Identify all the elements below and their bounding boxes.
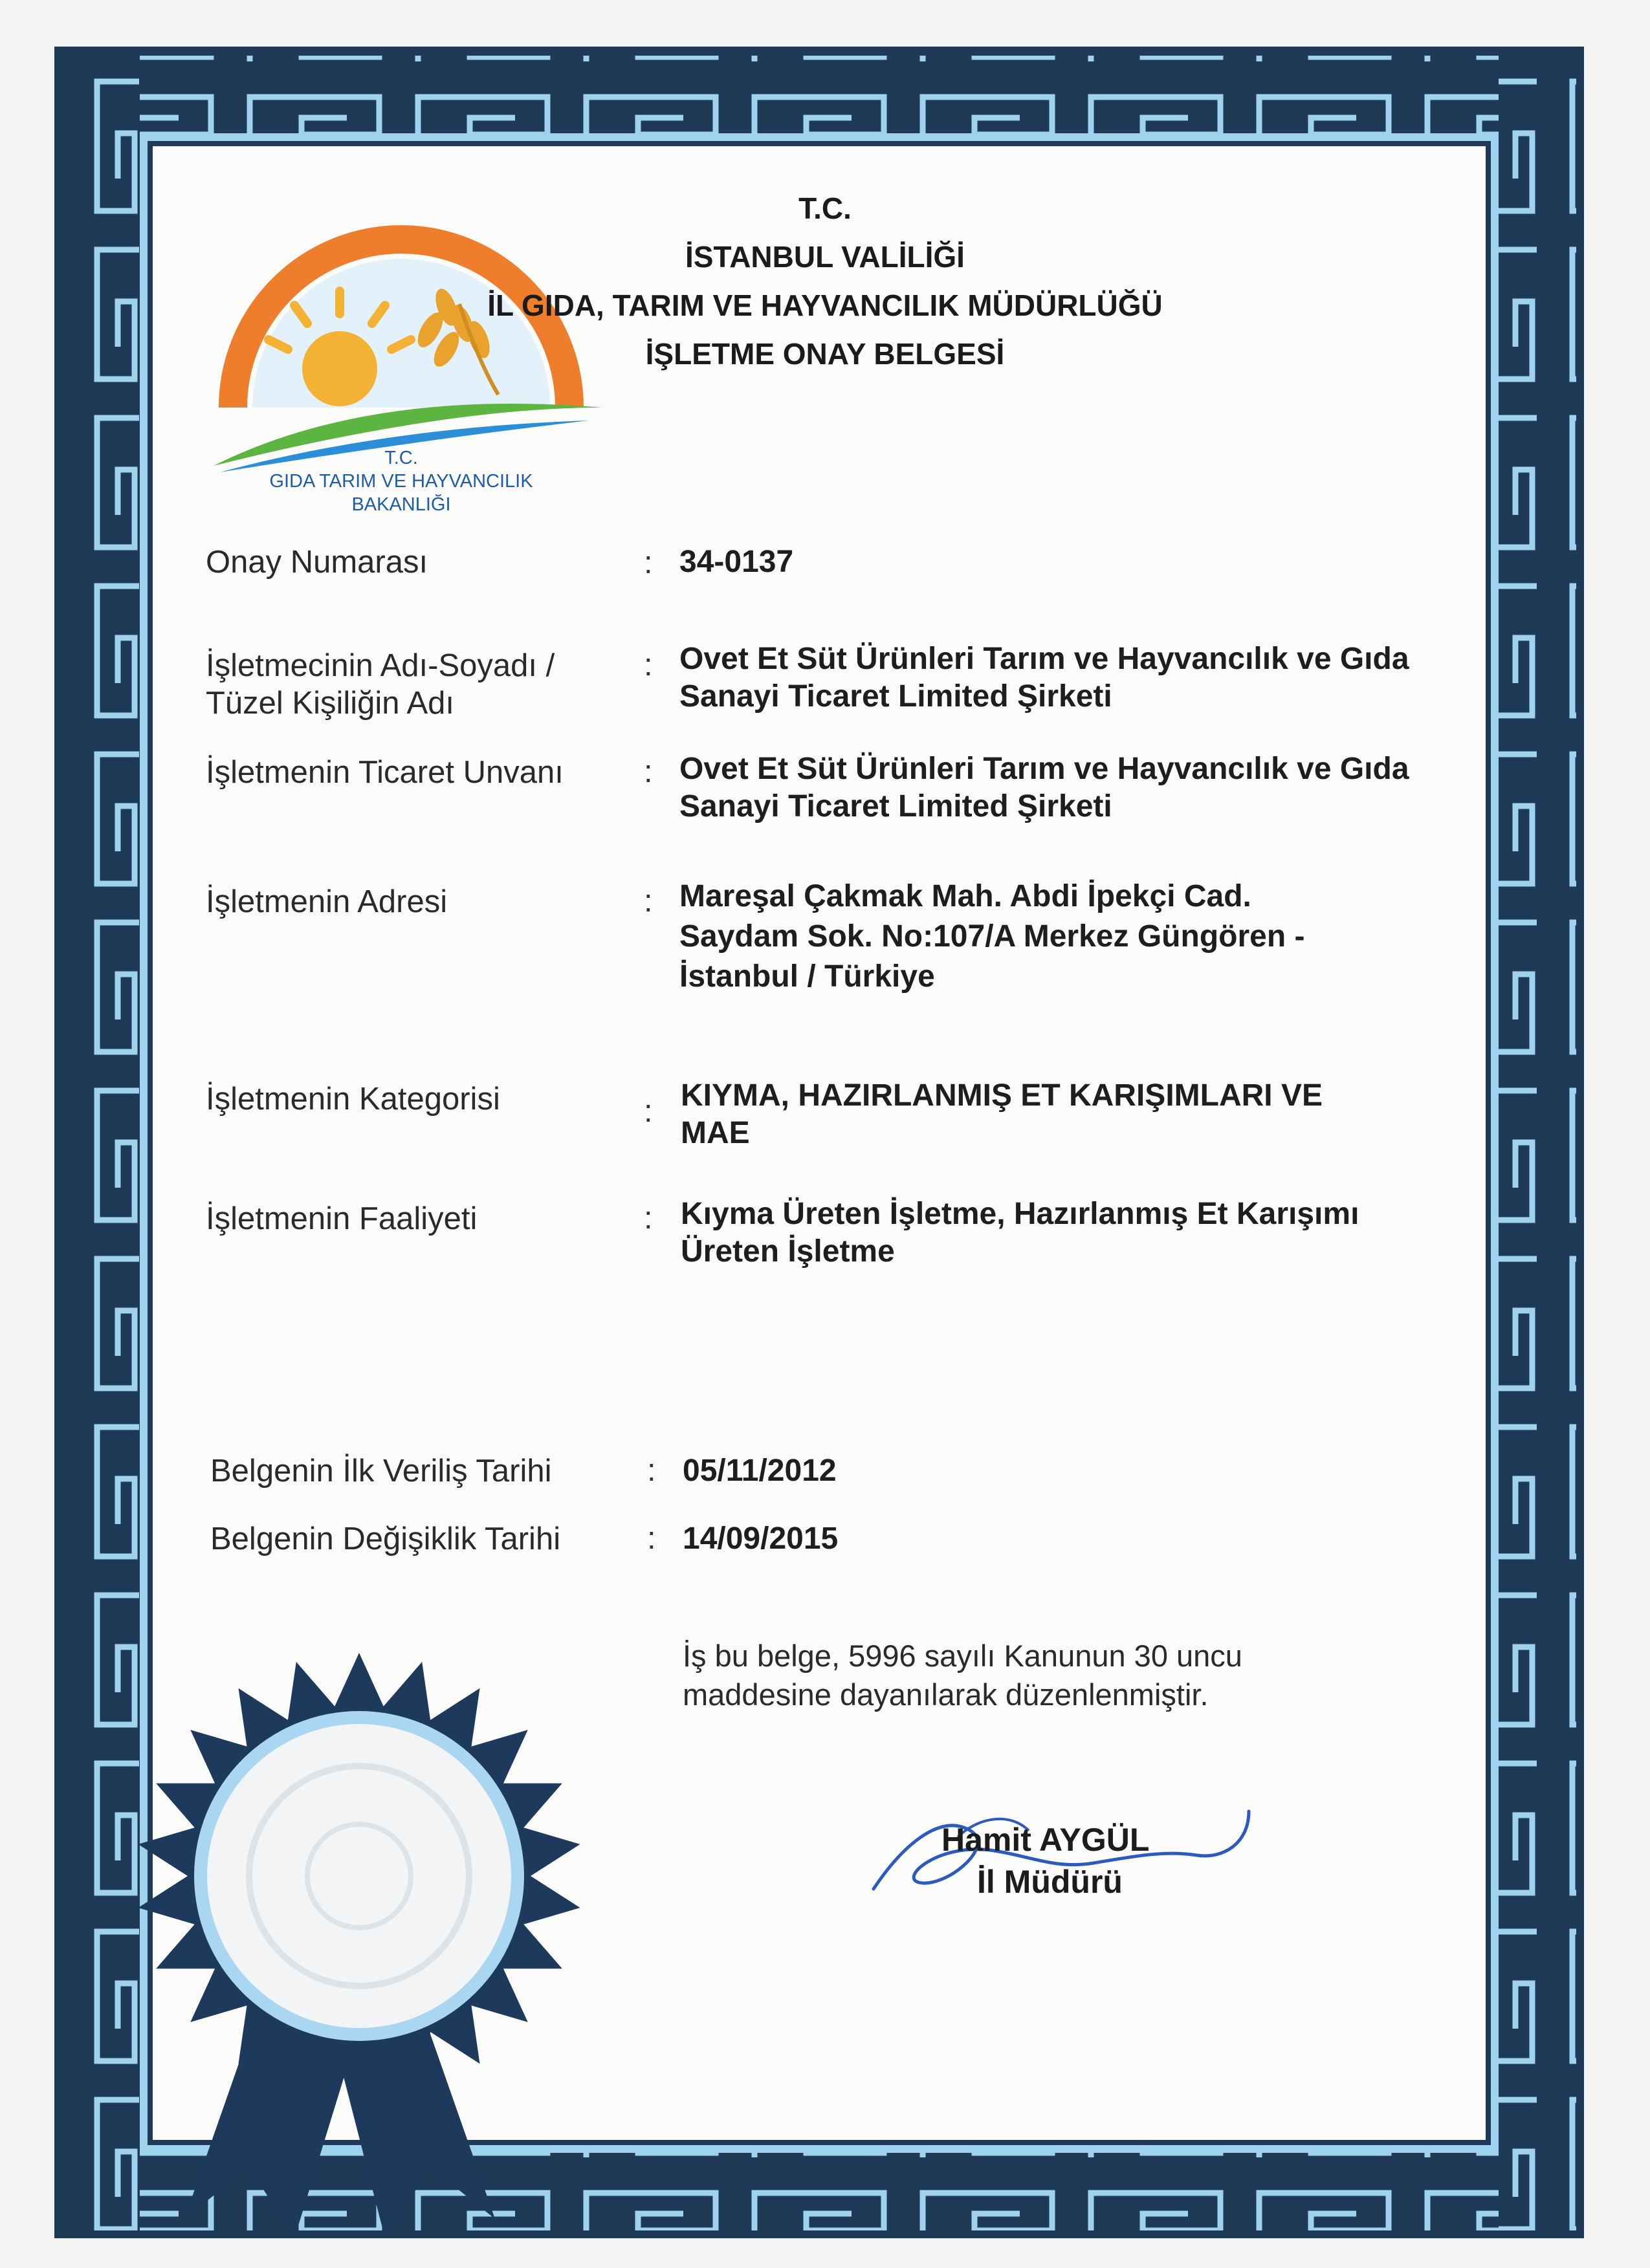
header-mudurluk: İL GIDA, TARIM VE HAYVANCILIK MÜDÜRLÜĞÜ — [487, 289, 1163, 322]
colon: : — [647, 1521, 656, 1556]
signatory-name: Hamit AYGÜL — [941, 1822, 1150, 1858]
colon: : — [644, 545, 653, 580]
header-tc: T.C. — [798, 191, 852, 225]
value-isletme-adresi: Mareşal Çakmak Mah. Abdi İpekçi Cad. Saydam Sok. No:107/A Merkez Güngören - İstanbul / Türkiye — [679, 879, 1305, 994]
label-isletme-adresi: İşletmenin Adresi — [206, 884, 448, 919]
colon: : — [644, 1201, 653, 1236]
logo-text-ministry: GIDA TARIM VE HAYVANCILIK — [269, 471, 533, 492]
value-isletme-faaliyeti: Kıyma Üreten İşletme, Hazırlanmış Et Karışımı Üreten İşletme — [681, 1197, 1359, 1269]
value-degisiklik-tarihi: 14/09/2015 — [683, 1521, 839, 1556]
colon: : — [644, 884, 653, 919]
label-isletmeci-adi: İşletmecinin Adı-Soyadı / Tüzel Kişiliğin Adı — [206, 648, 555, 721]
embossed-seal-rosette-icon — [113, 1598, 605, 2245]
value-onay-numarasi: 34-0137 — [679, 545, 794, 579]
header-valilik: İSTANBUL VALİLİĞİ — [685, 240, 965, 274]
label-onay-numarasi: Onay Numarası — [206, 545, 428, 580]
label-ticaret-unvani: İşletmenin Ticaret Unvanı — [206, 755, 564, 790]
legal-basis-note: İş bu belge, 5996 sayılı Kanunun 30 uncu maddesine dayanılarak düzenlenmiştir. — [683, 1639, 1242, 1712]
document-header — [0, 191, 1650, 398]
label-isletme-kategorisi: İşletmenin Kategorisi — [206, 1082, 500, 1117]
label-ilk-verilis-tarihi: Belgenin İlk Veriliş Tarihi — [210, 1454, 552, 1488]
logo-text-bakanlik: BAKANLIĞI — [351, 494, 451, 515]
value-ticaret-unvani: Ovet Et Süt Ürünleri Tarım ve Hayvancılık ve Gıda Sanayi Ticaret Limited Şirketi — [679, 752, 1409, 823]
logo-text-tc: T.C. — [384, 448, 418, 468]
label-isletme-faaliyeti: İşletmenin Faaliyeti — [206, 1201, 478, 1236]
header-belge-title: İŞLETME ONAY BELGESİ — [645, 337, 1005, 371]
value-ilk-verilis-tarihi: 05/11/2012 — [683, 1454, 837, 1488]
colon: : — [644, 754, 653, 789]
label-degisiklik-tarihi: Belgenin Değişiklik Tarihi — [210, 1521, 561, 1556]
value-isletme-kategorisi: KIYMA, HAZIRLANMIŞ ET KARIŞIMLARI VE MAE — [681, 1078, 1323, 1150]
value-isletmeci-adi: Ovet Et Süt Ürünleri Tarım ve Hayvancılık ve Gıda Sanayi Ticaret Limited Şirketi — [679, 642, 1409, 714]
colon: : — [647, 1453, 656, 1488]
colon: : — [644, 648, 653, 682]
signatory-title: İl Müdürü — [977, 1864, 1123, 1900]
colon: : — [644, 1094, 653, 1129]
